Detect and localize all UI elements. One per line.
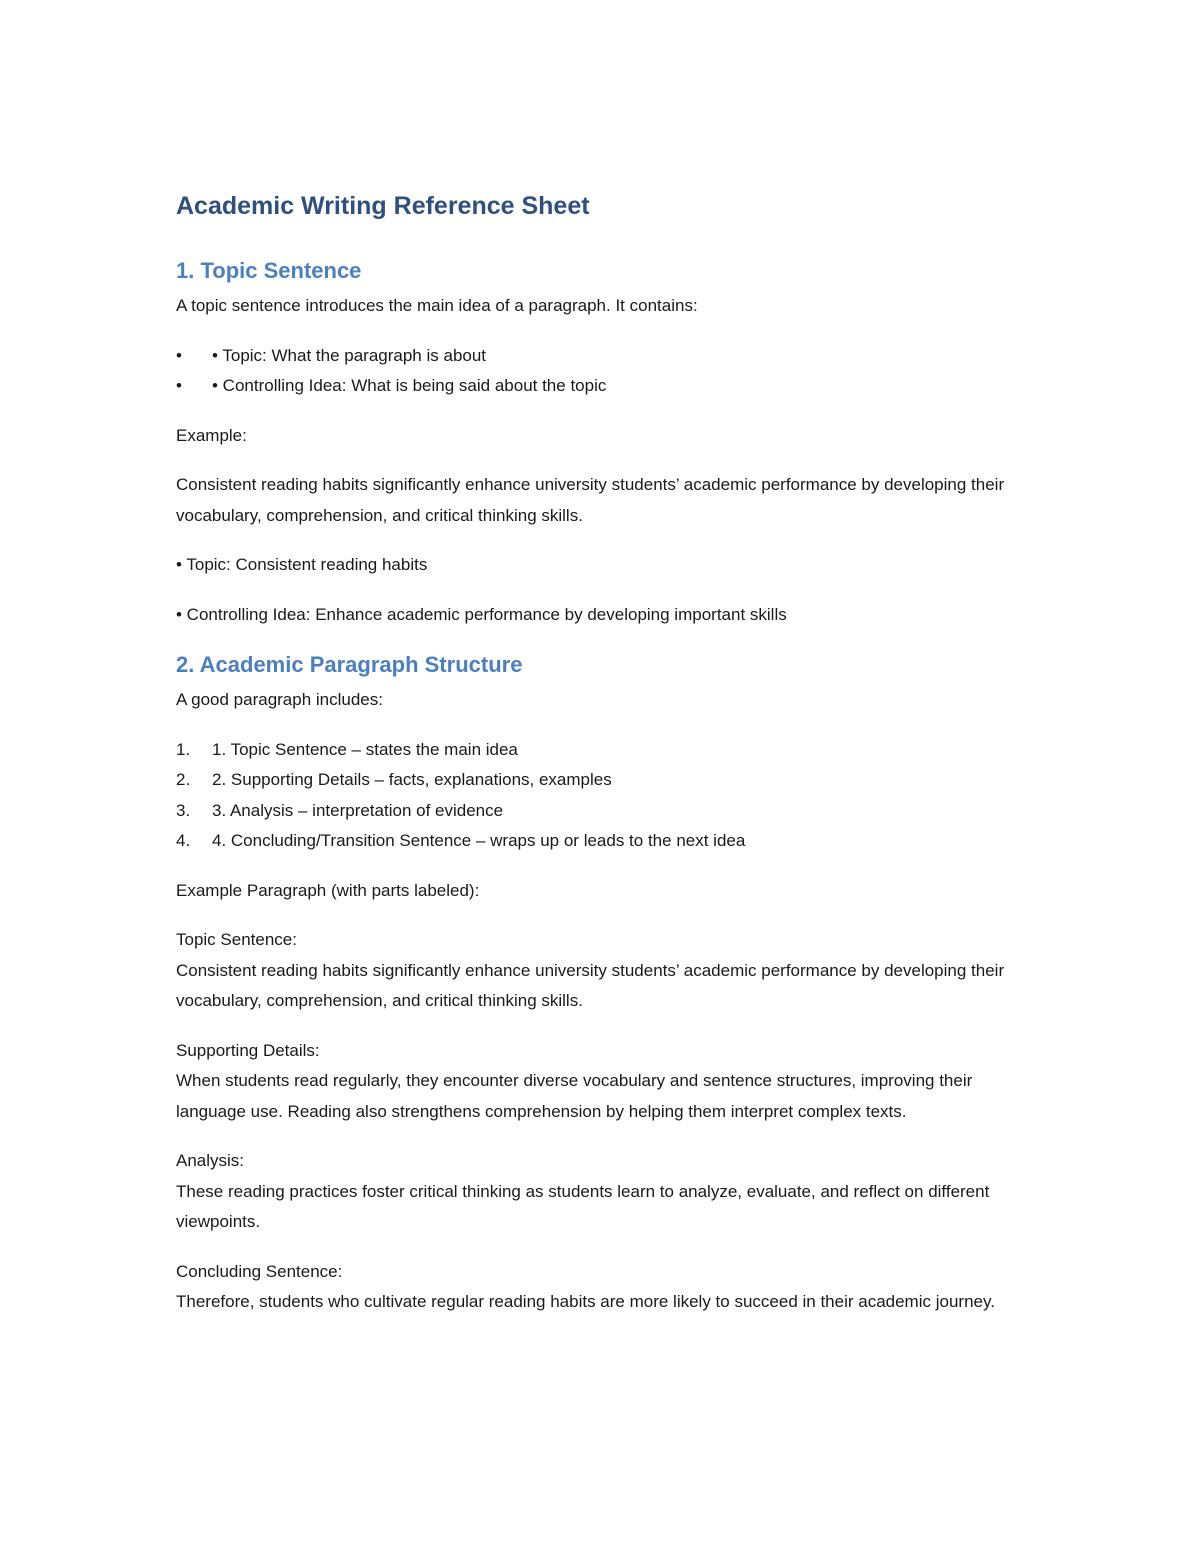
analysis-part bbox=[176, 1146, 1036, 1238]
part-text: These reading practices foster critical thinking as students learn to analyze, evaluate, and reflect on different viewpoints. bbox=[176, 1181, 990, 1231]
part-label: Analysis: bbox=[176, 1151, 245, 1170]
part-text: When students read regularly, they encounter diverse vocabulary and sentence structures, improving their language use. Reading also strengthens comprehension by helping them interpret complex texts. bbox=[176, 1071, 973, 1121]
number-marker: 1. bbox=[176, 739, 191, 759]
list-item-text: • Topic: What the paragraph is about bbox=[212, 345, 487, 365]
section-2-intro: A good paragraph includes: bbox=[176, 690, 383, 709]
list-item bbox=[176, 796, 1036, 827]
number-marker: 4. bbox=[176, 831, 191, 850]
topic-sentence-part bbox=[176, 925, 1036, 1017]
example-label: Example: bbox=[176, 425, 247, 445]
example-topic-line: • Topic: Consistent reading habits bbox=[176, 555, 428, 574]
list-item bbox=[176, 826, 1036, 857]
document-title: Academic Writing Reference Sheet bbox=[176, 192, 590, 220]
example-text: Consistent reading habits significantly enhance university students’ academic performance by developing their vocabulary, comprehension, and critical thinking skills. bbox=[176, 475, 1005, 525]
list-item-text: • Controlling Idea: What is being said about the topic bbox=[212, 376, 607, 395]
paragraph-structure-list bbox=[176, 735, 1036, 857]
list-item-text: 3. Analysis – interpretation of evidence bbox=[212, 800, 504, 820]
bullet-marker: • bbox=[176, 345, 182, 365]
part-label: Supporting Details: bbox=[176, 1040, 320, 1060]
list-item bbox=[176, 765, 1036, 796]
part-text: Therefore, students who cultivate regular reading habits are more likely to succeed in their academic journey. bbox=[176, 1292, 995, 1311]
list-item bbox=[176, 371, 1036, 402]
supporting-details-part bbox=[176, 1036, 1036, 1128]
list-item-text: 2. Supporting Details – facts, explanations, examples bbox=[212, 770, 612, 789]
bullet-marker: • bbox=[176, 376, 182, 395]
example-controlling-line: • Controlling Idea: Enhance academic performance by developing important skills bbox=[176, 604, 787, 624]
number-marker: 3. bbox=[176, 800, 191, 820]
number-marker: 2. bbox=[176, 770, 191, 789]
section-2-heading: 2. Academic Paragraph Structure bbox=[176, 652, 523, 677]
list-item-text: 1. Topic Sentence – states the main idea bbox=[212, 739, 518, 759]
concluding-sentence-part bbox=[176, 1257, 1036, 1318]
document-page bbox=[176, 188, 1036, 1337]
part-label: Concluding Sentence: bbox=[176, 1261, 343, 1281]
topic-sentence-bullet-list bbox=[176, 341, 1036, 402]
list-item bbox=[176, 735, 1036, 766]
list-item bbox=[176, 341, 1036, 372]
section-1-heading: 1. Topic Sentence bbox=[176, 258, 362, 283]
part-text: Consistent reading habits significantly enhance university students’ academic performance by developing their vocabulary, comprehension, and critical thinking skills. bbox=[176, 960, 1005, 1010]
example-paragraph-heading: Example Paragraph (with parts labeled): bbox=[176, 880, 480, 900]
section-1-intro: A topic sentence introduces the main idea of a paragraph. It contains: bbox=[176, 296, 698, 315]
part-label: Topic Sentence: bbox=[176, 930, 297, 949]
list-item-text: 4. Concluding/Transition Sentence – wraps up or leads to the next idea bbox=[212, 831, 746, 850]
